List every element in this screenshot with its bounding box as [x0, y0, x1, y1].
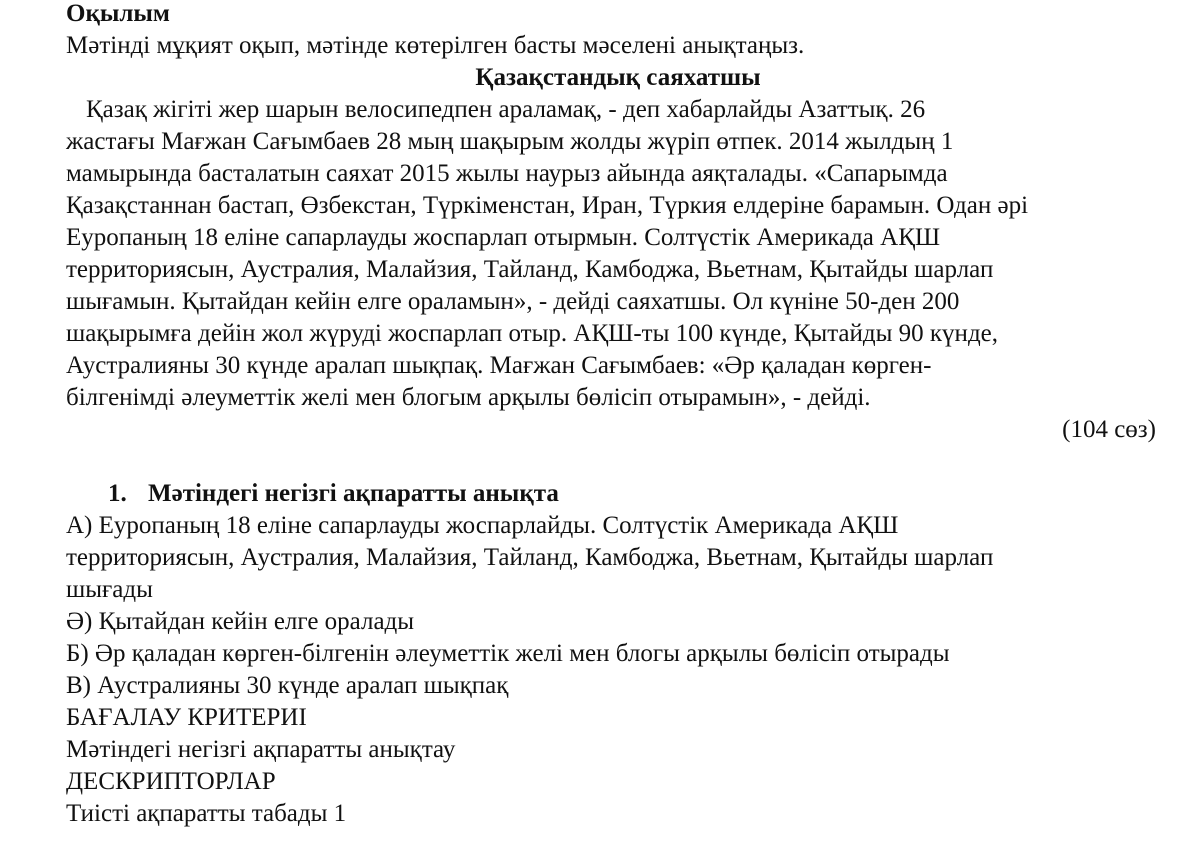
answer-option-line: А) Еуропаның 18 еліне сапарлауды жоспарлайды. Солтүстік Америкада АҚШ	[66, 512, 899, 539]
text-paragraph-line: Қазақстаннан бастап, Өзбекстан, Түркіменстан, Иран, Түркия елдеріне барамын. Одан әрі	[66, 192, 1029, 219]
text-paragraph-line: шақырымға дейін жол жүруді жоспарлап отыр. АҚШ-ты 100 күнде, Қытайды 90 күнде,	[66, 320, 999, 347]
text-paragraph-line: жастағы Мағжан Сағымбаев 28 мың шақырым жолды жүріп өтпек. 2014 жылдың 1	[66, 128, 954, 155]
question-title: Мәтіндегі негізгі ақпаратты анықта	[148, 480, 559, 507]
text-paragraph-line: Еуропаның 18 еліне сапарлауды жоспарлап отырмын. Солтүстік Америкада АҚШ	[66, 224, 941, 251]
question-heading	[108, 478, 559, 510]
text-paragraph-line: Қазақ жігіті жер шарын велосипедпен араламақ, - деп хабарлайды Азаттық. 26	[86, 96, 926, 123]
descriptors-heading: ДЕСКРИПТОРЛАР	[66, 768, 276, 795]
question-number: 1.	[108, 480, 127, 507]
answer-option-line: шығады	[66, 576, 153, 603]
text-paragraph-line: территориясын, Аустралия, Малайзия, Тайланд, Камбоджа, Вьетнам, Қытайды шарлап	[66, 256, 994, 283]
answer-option-line: В) Аустралияны 30 күнде аралап шықпақ	[66, 672, 509, 699]
criteria-text: Мәтіндегі негізгі ақпаратты анықтау	[66, 736, 456, 763]
criteria-heading: БАҒАЛАУ КРИТЕРИІ	[66, 704, 307, 731]
text-paragraph-line: мамырында басталатын саяхат 2015 жылы наурыз айында аяқталады. «Сапарымда	[66, 160, 948, 187]
instruction-text: Мәтінді мұқият оқып, мәтінде көтерілген басты мәселені анықтаңыз.	[66, 32, 805, 59]
text-paragraph-line: Аустралияны 30 күнде аралап шықпақ. Мағжан Сағымбаев: «Әр қаладан көрген-	[66, 352, 932, 379]
text-title: Қазақстандық саяхатшы	[475, 64, 761, 91]
word-count: (104 сөз)	[1062, 416, 1156, 443]
text-paragraph-line: шығамын. Қытайдан кейін елге ораламын», - дейді саяхатшы. Ол күніне 50-ден 200	[66, 288, 960, 315]
answer-option-line: территориясын, Аустралия, Малайзия, Тайланд, Камбоджа, Вьетнам, Қытайды шарлап	[66, 544, 994, 571]
answer-option-line: Ә) Қытайдан кейін елге оралады	[66, 608, 415, 635]
descriptor-text: Тиісті ақпаратты табады 1	[66, 800, 347, 827]
section-heading: Оқылым	[66, 0, 170, 27]
text-paragraph-line: білгенімді әлеуметтік желі мен блогым арқылы бөлісіп отырамын», - дейді.	[66, 384, 871, 411]
answer-option-line: Б) Әр қаладан көрген-білгенін әлеуметтік желі мен блогы арқылы бөлісіп отырады	[66, 640, 950, 667]
